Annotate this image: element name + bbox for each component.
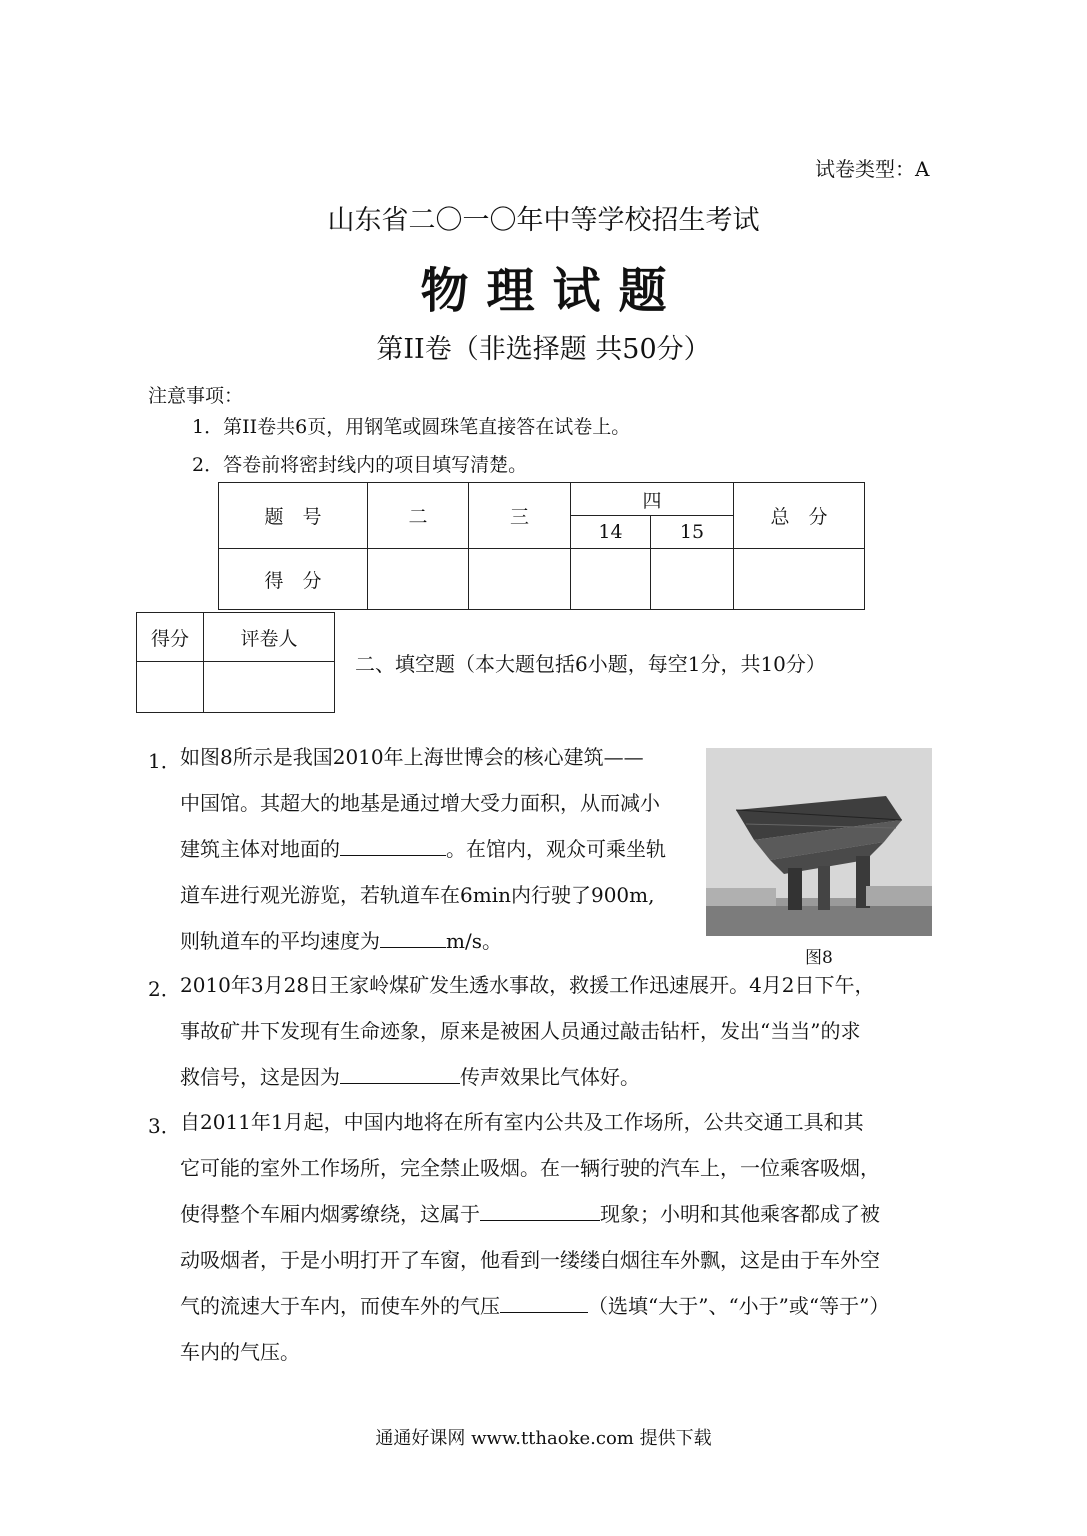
exam-title: 物理试题 xyxy=(420,263,685,319)
note-item: 2．答卷前将密封线内的项目填写清楚。 xyxy=(192,454,528,476)
score-cell[interactable] xyxy=(469,549,571,610)
score-table-score-label: 得 分 xyxy=(219,549,368,610)
question-2 xyxy=(180,962,875,1100)
exam-organization: 山东省二〇一〇年中等学校招生考试 xyxy=(327,205,760,236)
answer-blank[interactable] xyxy=(380,925,446,948)
grader-table xyxy=(136,612,335,713)
score-table-col-4: 四 xyxy=(571,483,734,516)
footer-source: 通通好课网 www.tthaoke.com 提供下载 xyxy=(375,1428,712,1449)
question-number: 3． xyxy=(148,1114,181,1138)
question-line: 它可能的室外工作场所，完全禁止吸烟。在一辆行驶的汽车上，一位乘客吸烟， xyxy=(180,1156,880,1180)
part-heading: 二、填空题（本大题包括6小题，每空1分，共10分） xyxy=(355,652,826,676)
question-line: 道车进行观光游览，若轨道车在6min内行驶了900m, xyxy=(180,883,655,907)
question-line: 救信号，这是因为 传声效果比气体好。 xyxy=(180,1054,875,1100)
paper-type: 试卷类型：A xyxy=(815,157,930,181)
score-table-col-2: 二 xyxy=(368,483,469,549)
grader-label: 评卷人 xyxy=(204,613,335,662)
question-line: 使得整个车厢内烟雾缭绕，这属于 现象；小明和其他乘客都成了被 xyxy=(180,1191,889,1237)
figure-caption: 图8 xyxy=(805,948,833,968)
question-number: 2． xyxy=(148,977,181,1001)
question-1 xyxy=(180,734,666,964)
answer-blank[interactable] xyxy=(480,1198,600,1221)
score-cell[interactable] xyxy=(734,549,865,610)
question-line: 如图8所示是我国2010年上海世博会的核心建筑—— xyxy=(180,745,644,769)
question-line: 中国馆。其超大的地基是通过增大受力面积，从而减小 xyxy=(180,791,660,815)
question-line: 事故矿井下发现有生命迹象，原来是被困人员通过敲击钻杆，发出“当当”的求 xyxy=(180,1019,861,1043)
score-cell[interactable] xyxy=(368,549,469,610)
notes-title: 注意事项： xyxy=(148,385,244,407)
question-line: 自2011年1月起，中国内地将在所有室内公共及工作场所，公共交通工具和其 xyxy=(180,1110,864,1134)
question-line: 则轨道车的平均速度为 m/s。 xyxy=(180,918,666,964)
answer-blank[interactable] xyxy=(500,1290,588,1313)
question-line: 建筑主体对地面的 。在馆内，观众可乘坐轨 xyxy=(180,826,666,872)
grader-score-cell[interactable] xyxy=(137,662,204,713)
score-table-col-15: 15 xyxy=(651,516,734,549)
section-title: 第II卷（非选择题 共50分） xyxy=(376,334,711,365)
question-3 xyxy=(180,1099,889,1375)
grader-score-label: 得分 xyxy=(137,613,204,662)
score-cell[interactable] xyxy=(651,549,734,610)
grader-name-cell[interactable] xyxy=(204,662,335,713)
score-table-col-3: 三 xyxy=(469,483,571,549)
china-pavilion-photo xyxy=(706,748,932,936)
score-cell[interactable] xyxy=(571,549,651,610)
question-line: 动吸烟者，于是小明打开了车窗，他看到一缕缕白烟往车外飘，这是由于车外空 xyxy=(180,1248,880,1272)
answer-blank[interactable] xyxy=(340,833,446,856)
score-table-col-14: 14 xyxy=(571,516,651,549)
question-line: 车内的气压。 xyxy=(180,1340,300,1364)
china-pavilion-photo-icon xyxy=(706,748,932,936)
question-line: 2010年3月28日王家岭煤矿发生透水事故，救援工作迅速展开。4月2日下午， xyxy=(180,973,875,997)
question-line: 气的流速大于车内，而使车外的气压 （选填“大于”、“小于”或“等于”） xyxy=(180,1283,889,1329)
score-table-header-label: 题 号 xyxy=(219,483,368,549)
question-number: 1． xyxy=(148,749,181,773)
note-item: 1．第II卷共6页，用钢笔或圆珠笔直接答在试卷上。 xyxy=(192,416,631,438)
answer-blank[interactable] xyxy=(340,1061,460,1084)
score-table xyxy=(218,482,865,610)
score-table-col-total: 总 分 xyxy=(734,483,865,549)
